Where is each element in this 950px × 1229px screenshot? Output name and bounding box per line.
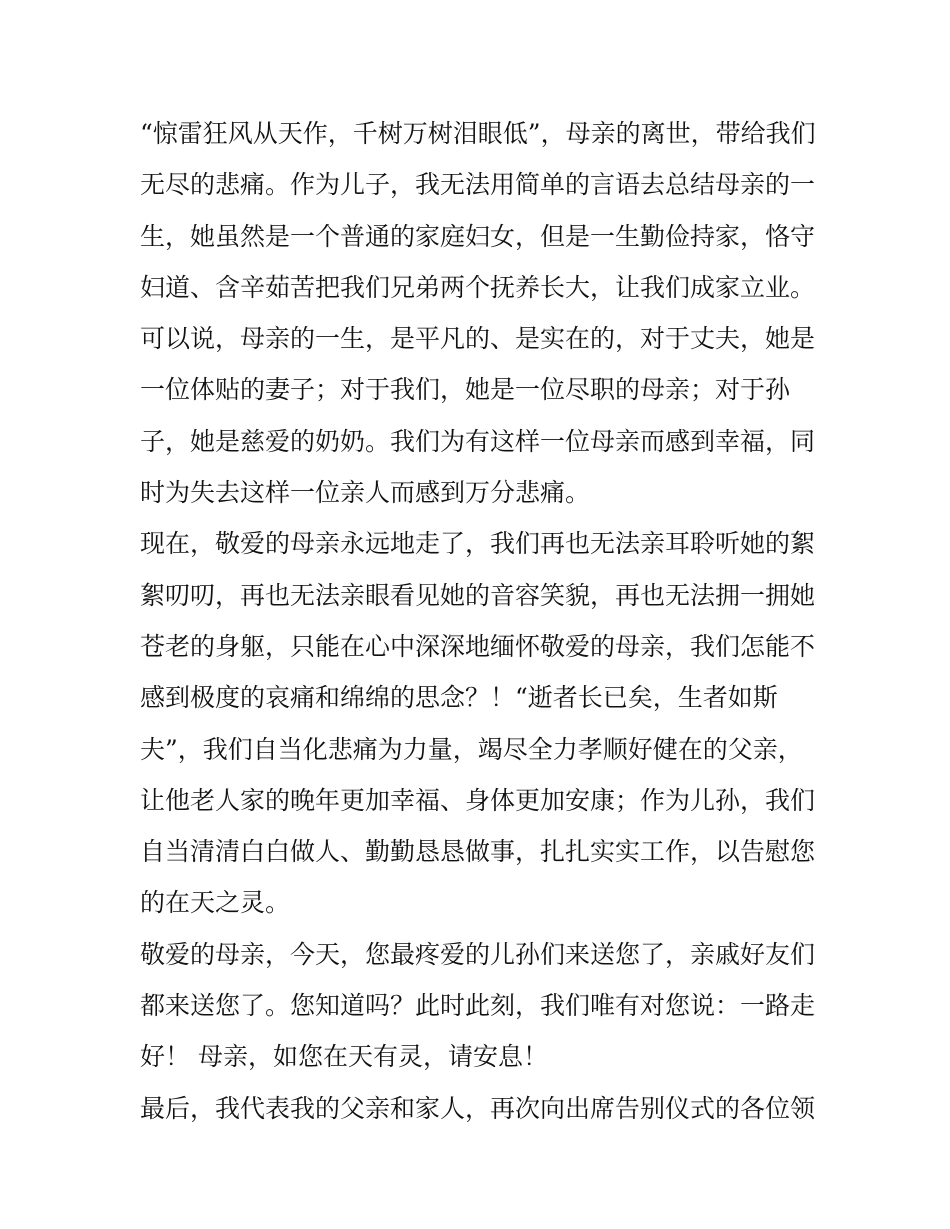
text-line-3: 生，她虽然是一个普通的家庭妇女，但是一生勤俭持家，恪守 (140, 221, 816, 251)
text-line-17: 敬爱的母亲，今天，您最疼爱的儿孙们来送您了，亲戚好友们 (140, 939, 816, 969)
text-line-19: 好！ 母亲，如您在天有灵，请安息！ (140, 1042, 548, 1072)
text-line-14: 让他老人家的晚年更加幸福、身体更加安康；作为儿孙，我们 (140, 785, 816, 815)
text-line-7: 子，她是慈爱的奶奶。我们为有这样一位母亲而感到幸福，同 (140, 426, 816, 456)
text-line-4: 妇道、含辛茹苦把我们兄弟两个抚养长大，让我们成家立业。 (140, 272, 816, 302)
document-body (140, 108, 820, 1134)
text-line-20: 最后，我代表我的父亲和家人，再次向出席告别仪式的各位领 (140, 1093, 816, 1123)
text-line-11: 苍老的身躯，只能在心中深深地缅怀敬爱的母亲，我们怎能不 (140, 631, 816, 661)
text-line-15: 自当清清白白做人、勤勤恳恳做事，扎扎实实工作，以告慰您 (140, 837, 816, 867)
text-line-18: 都来送您了。您知道吗？此时此刻，我们唯有对您说：一路走 (140, 991, 816, 1021)
text-line-10: 絮叨叨，再也无法亲眼看见她的音容笑貌，再也无法拥一拥她 (140, 580, 816, 610)
text-line-12: 感到极度的哀痛和绵绵的思念？！“逝者长已矣，生者如斯 (140, 683, 778, 713)
text-line-9: 现在，敬爱的母亲永远地走了，我们再也无法亲耳聆听她的絮 (140, 529, 816, 559)
text-line-13: 夫”，我们自当化悲痛为力量，竭尽全力孝顺好健在的父亲， (140, 734, 803, 764)
text-line-16: 的在天之灵。 (140, 888, 291, 918)
text-line-2: 无尽的悲痛。作为儿子，我无法用简单的言语去总结母亲的一 (140, 170, 816, 200)
text-line-5: 可以说，母亲的一生，是平凡的、是实在的，对于丈夫，她是 (140, 324, 816, 354)
text-line-6: 一位体贴的妻子；对于我们，她是一位尽职的母亲；对于孙 (140, 375, 791, 405)
text-line-8: 时为失去这样一位亲人而感到万分悲痛。 (140, 478, 591, 508)
text-line-1: “惊雷狂风从天作，千树万树泪眼低”，母亲的离世，带给我们 (140, 119, 816, 148)
